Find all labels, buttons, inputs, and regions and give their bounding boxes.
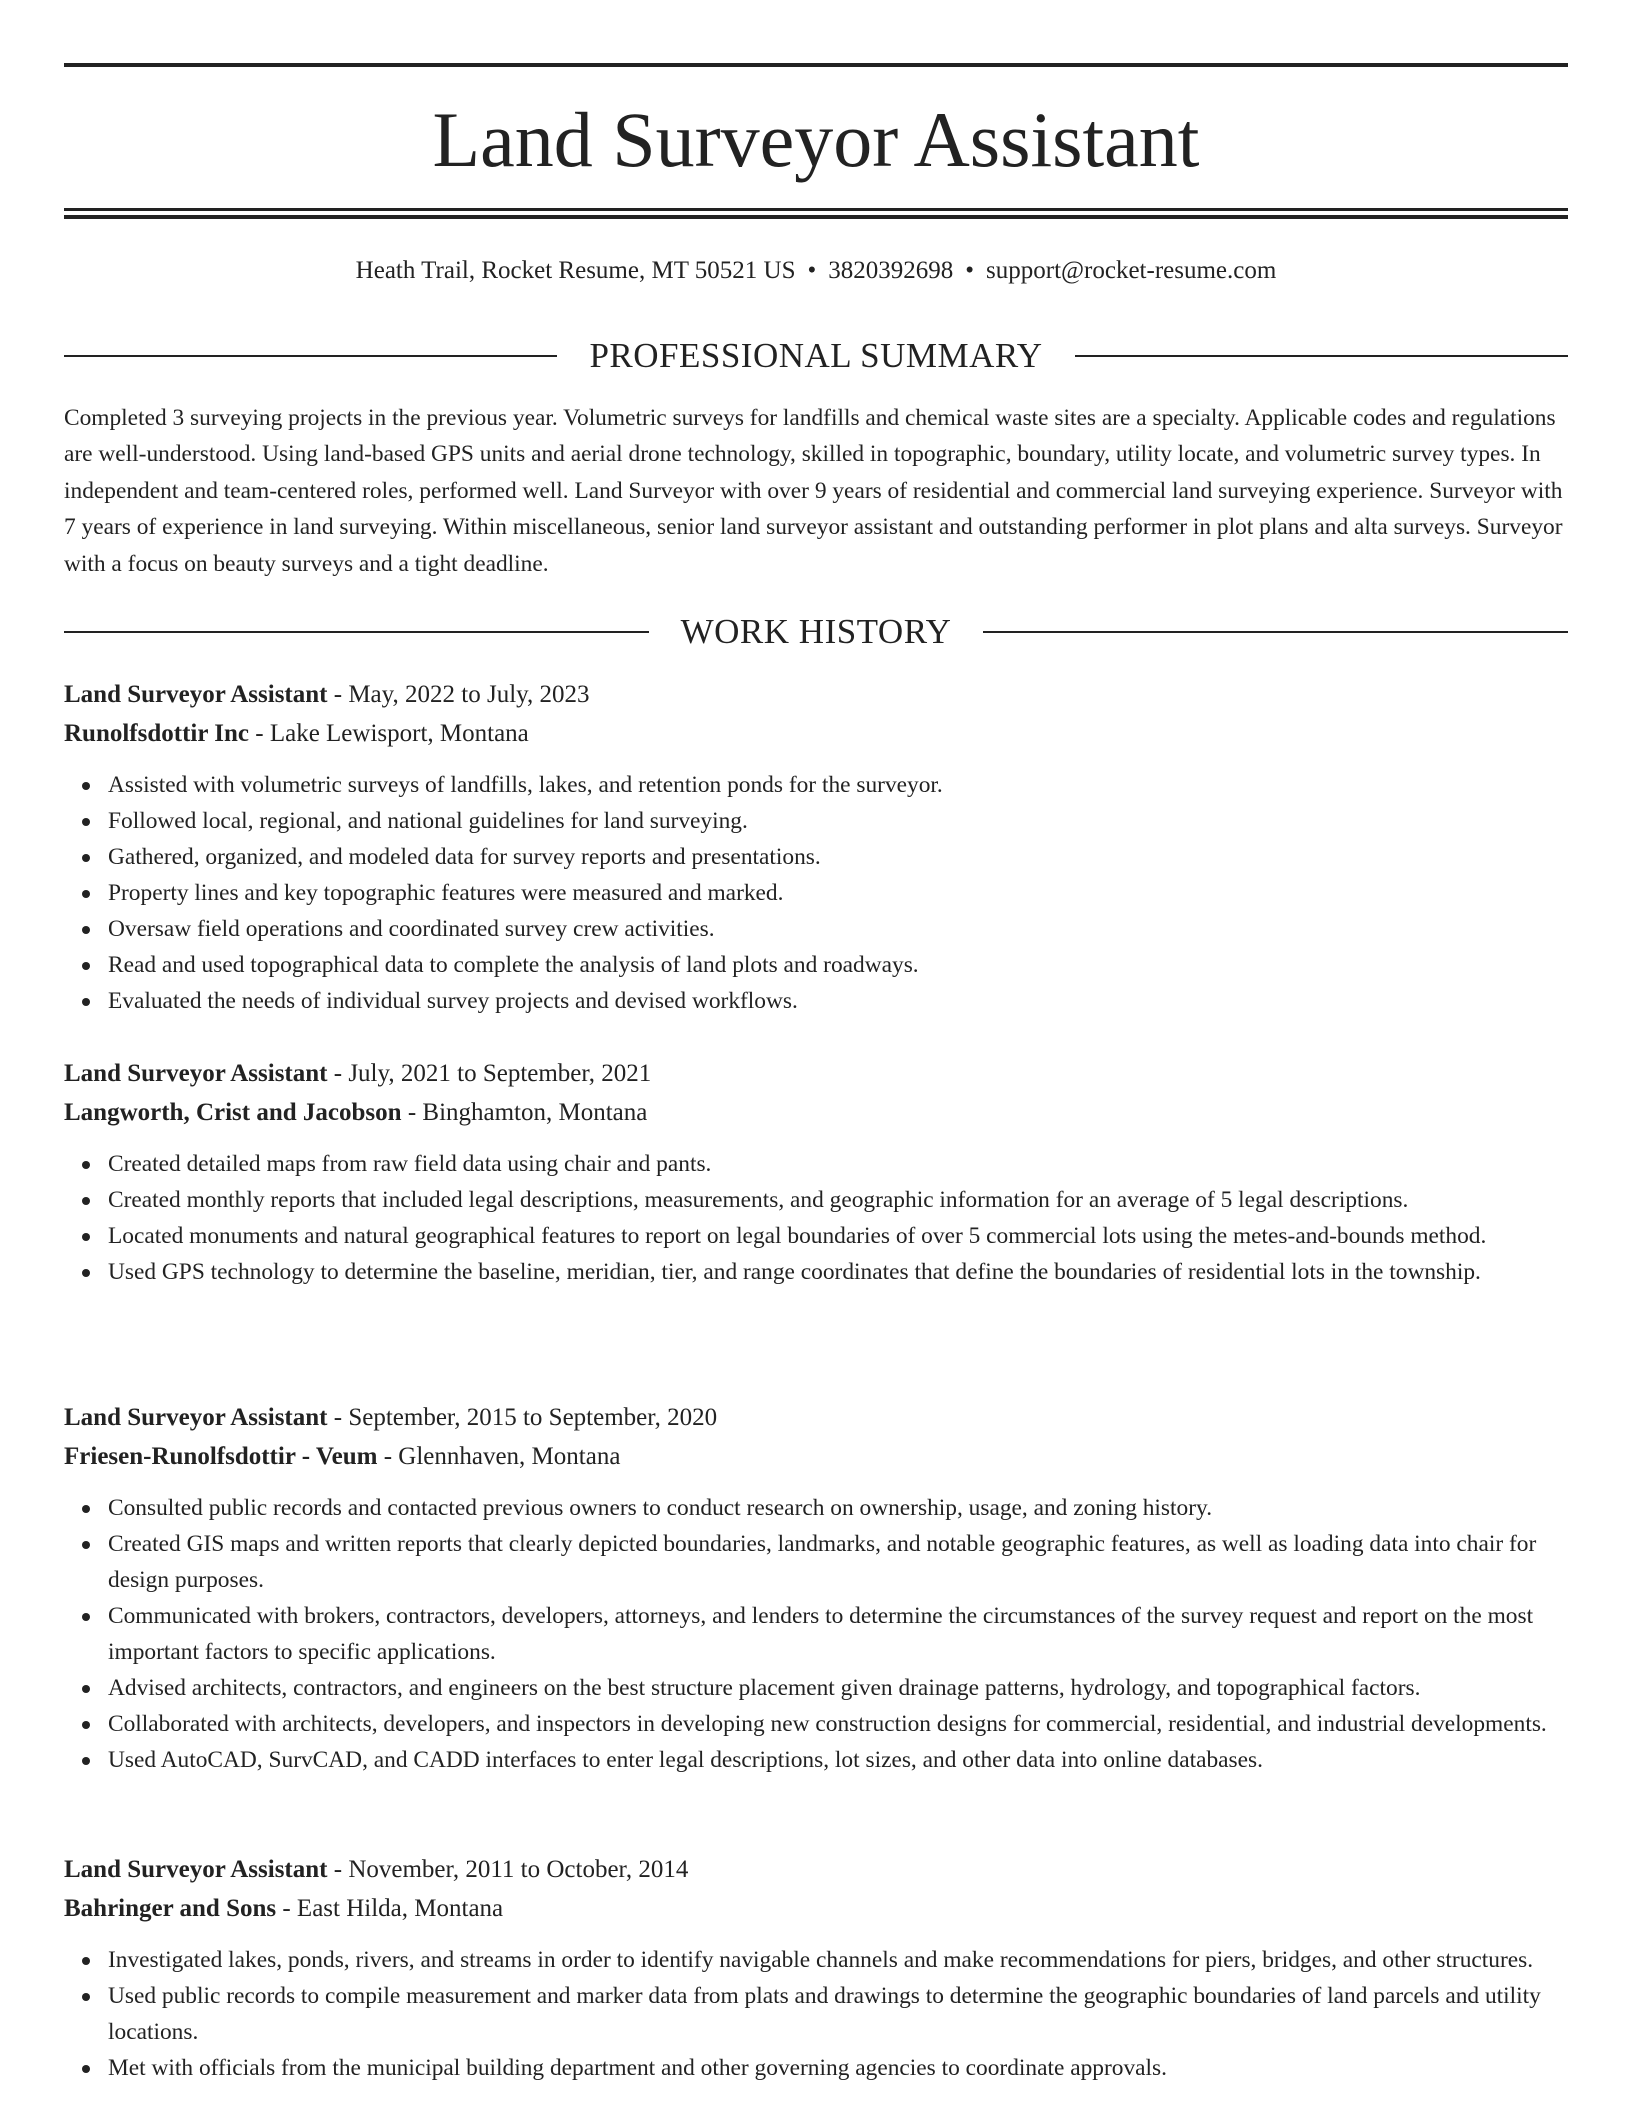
work-history-heading-title: WORK HISTORY bbox=[680, 612, 952, 651]
job-entry bbox=[64, 1850, 1568, 2086]
job-bullet: Created GIS maps and written reports that clearly depicted boundaries, landmarks, and notable geographic features, as well as loading data into chair for design purposes. bbox=[108, 1526, 1568, 1598]
job-company-line bbox=[64, 714, 1568, 753]
job-title: Land Surveyor Assistant bbox=[64, 681, 328, 708]
job-dates: - July, 2021 to September, 2021 bbox=[327, 1060, 652, 1087]
job-bullet: Read and used topographical data to complete the analysis of land plots and roadways. bbox=[108, 947, 1568, 983]
header-top-rule bbox=[64, 63, 1568, 67]
job-company: Friesen-Runolfsdottir - Veum bbox=[64, 1443, 378, 1470]
job-company-line bbox=[64, 1889, 1568, 1928]
job-location: - Binghamton, Montana bbox=[401, 1099, 648, 1126]
job-entry bbox=[64, 1398, 1568, 1778]
heading-rule-right bbox=[1075, 355, 1568, 357]
job-bullet: Investigated lakes, ponds, rivers, and streams in order to identify navigable channels and make recommendations for piers, bridges, and other structures. bbox=[108, 1942, 1568, 1978]
summary-heading-title: PROFESSIONAL SUMMARY bbox=[589, 336, 1043, 375]
contact-separator: • bbox=[807, 257, 817, 284]
job-bullet: Met with officials from the municipal building department and other governing agencies to coordinate approvals. bbox=[108, 2050, 1568, 2086]
job-title-line bbox=[64, 675, 1568, 714]
job-location: - Lake Lewisport, Montana bbox=[249, 720, 529, 747]
heading-rule-right bbox=[983, 631, 1568, 633]
job-bullet: Oversaw field operations and coordinated survey crew activities. bbox=[108, 911, 1568, 947]
job-title: Land Surveyor Assistant bbox=[64, 1060, 328, 1087]
job-bullet: Followed local, regional, and national guidelines for land surveying. bbox=[108, 803, 1568, 839]
heading-rule-left bbox=[64, 355, 557, 357]
job-company: Bahringer and Sons bbox=[64, 1895, 277, 1922]
job-bullet: Used GPS technology to determine the baseline, meridian, tier, and range coordinates that define the boundaries of residential lots in the township. bbox=[108, 1254, 1568, 1290]
work-history-heading bbox=[64, 610, 1568, 654]
summary-text: Completed 3 surveying projects in the previous year. Volumetric surveys for landfills and chemical waste sites are a specialty. Applicable codes and regulations are well-understood. Using land-based GPS units and aerial drone technology, skilled in topographic, boundary, utility locate, and volumetric survey types. In independent and team-centered roles, performed well. Land Surveyor with over 9 years of residential and commercial land surveying experience. Surveyor with 7 years of experience in land surveying. Within miscellaneous, senior land surveyor assistant and outstanding performer in plot plans and alta surveys. Surveyor with a focus on beauty surveys and a tight deadline. bbox=[64, 405, 1563, 577]
job-bullet-list bbox=[64, 1146, 1568, 1290]
job-title: Land Surveyor Assistant bbox=[64, 1856, 328, 1883]
job-company: Runolfsdottir Inc bbox=[64, 720, 249, 747]
job-entry bbox=[64, 675, 1568, 1019]
job-dates: - September, 2015 to September, 2020 bbox=[327, 1404, 718, 1431]
contact-address: Heath Trail, Rocket Resume, MT 50521 US bbox=[355, 257, 796, 284]
job-location: - Glennhaven, Montana bbox=[377, 1443, 621, 1470]
contact-phone: 3820392698 bbox=[828, 257, 954, 284]
job-bullet: Created monthly reports that included legal descriptions, measurements, and geographic information for an average of 5 legal descriptions. bbox=[108, 1182, 1568, 1218]
job-bullet-list bbox=[64, 1490, 1568, 1778]
job-dates: - November, 2011 to October, 2014 bbox=[327, 1856, 689, 1883]
job-company: Langworth, Crist and Jacobson bbox=[64, 1099, 402, 1126]
heading-rule-left bbox=[64, 631, 649, 633]
job-location: - East Hilda, Montana bbox=[276, 1895, 504, 1922]
job-bullet: Collaborated with architects, developers, and inspectors in developing new construction designs for commercial, residential, and industrial developments. bbox=[108, 1706, 1568, 1742]
job-bullet: Located monuments and natural geographical features to report on legal boundaries of over 5 commercial lots using the metes-and-bounds method. bbox=[108, 1218, 1568, 1254]
job-title-line bbox=[64, 1850, 1568, 1889]
job-bullet-list bbox=[64, 1942, 1568, 2086]
job-title-line bbox=[64, 1054, 1568, 1093]
job-bullet: Evaluated the needs of individual survey projects and devised workflows. bbox=[108, 983, 1568, 1019]
job-bullet: Assisted with volumetric surveys of landfills, lakes, and retention ponds for the surveyor. bbox=[108, 767, 1568, 803]
job-title: Land Surveyor Assistant bbox=[64, 1404, 328, 1431]
job-bullet: Created detailed maps from raw field data using chair and pants. bbox=[108, 1146, 1568, 1182]
job-bullet: Property lines and key topographic features were measured and marked. bbox=[108, 875, 1568, 911]
contact-separator: • bbox=[965, 257, 975, 284]
job-bullet: Communicated with brokers, contractors, developers, attorneys, and lenders to determine the circumstances of the survey request and report on the most important factors to specific applications. bbox=[108, 1598, 1568, 1670]
job-bullet: Gathered, organized, and modeled data for survey reports and presentations. bbox=[108, 839, 1568, 875]
job-bullet: Advised architects, contractors, and engineers on the best structure placement given drainage patterns, hydrology, and topographical factors. bbox=[108, 1670, 1568, 1706]
resume-name: Land Surveyor Assistant bbox=[432, 96, 1200, 183]
contact-line bbox=[64, 254, 1568, 288]
job-entry bbox=[64, 1054, 1568, 1290]
contact-email: support@rocket-resume.com bbox=[986, 257, 1277, 284]
job-title-line bbox=[64, 1398, 1568, 1437]
job-bullet-list bbox=[64, 767, 1568, 1019]
job-company-line bbox=[64, 1437, 1568, 1476]
job-company-line bbox=[64, 1093, 1568, 1132]
job-bullet: Consulted public records and contacted previous owners to conduct research on ownership, usage, and zoning history. bbox=[108, 1490, 1568, 1526]
header-double-rule bbox=[64, 208, 1568, 219]
job-bullet: Used public records to compile measurement and marker data from plats and drawings to determine the geographic boundaries of land parcels and utility locations. bbox=[108, 1978, 1568, 2050]
job-dates: - May, 2022 to July, 2023 bbox=[327, 681, 590, 708]
summary-heading bbox=[64, 334, 1568, 378]
job-bullet: Used AutoCAD, SurvCAD, and CADD interfaces to enter legal descriptions, lot sizes, and other data into online databases. bbox=[108, 1742, 1568, 1778]
